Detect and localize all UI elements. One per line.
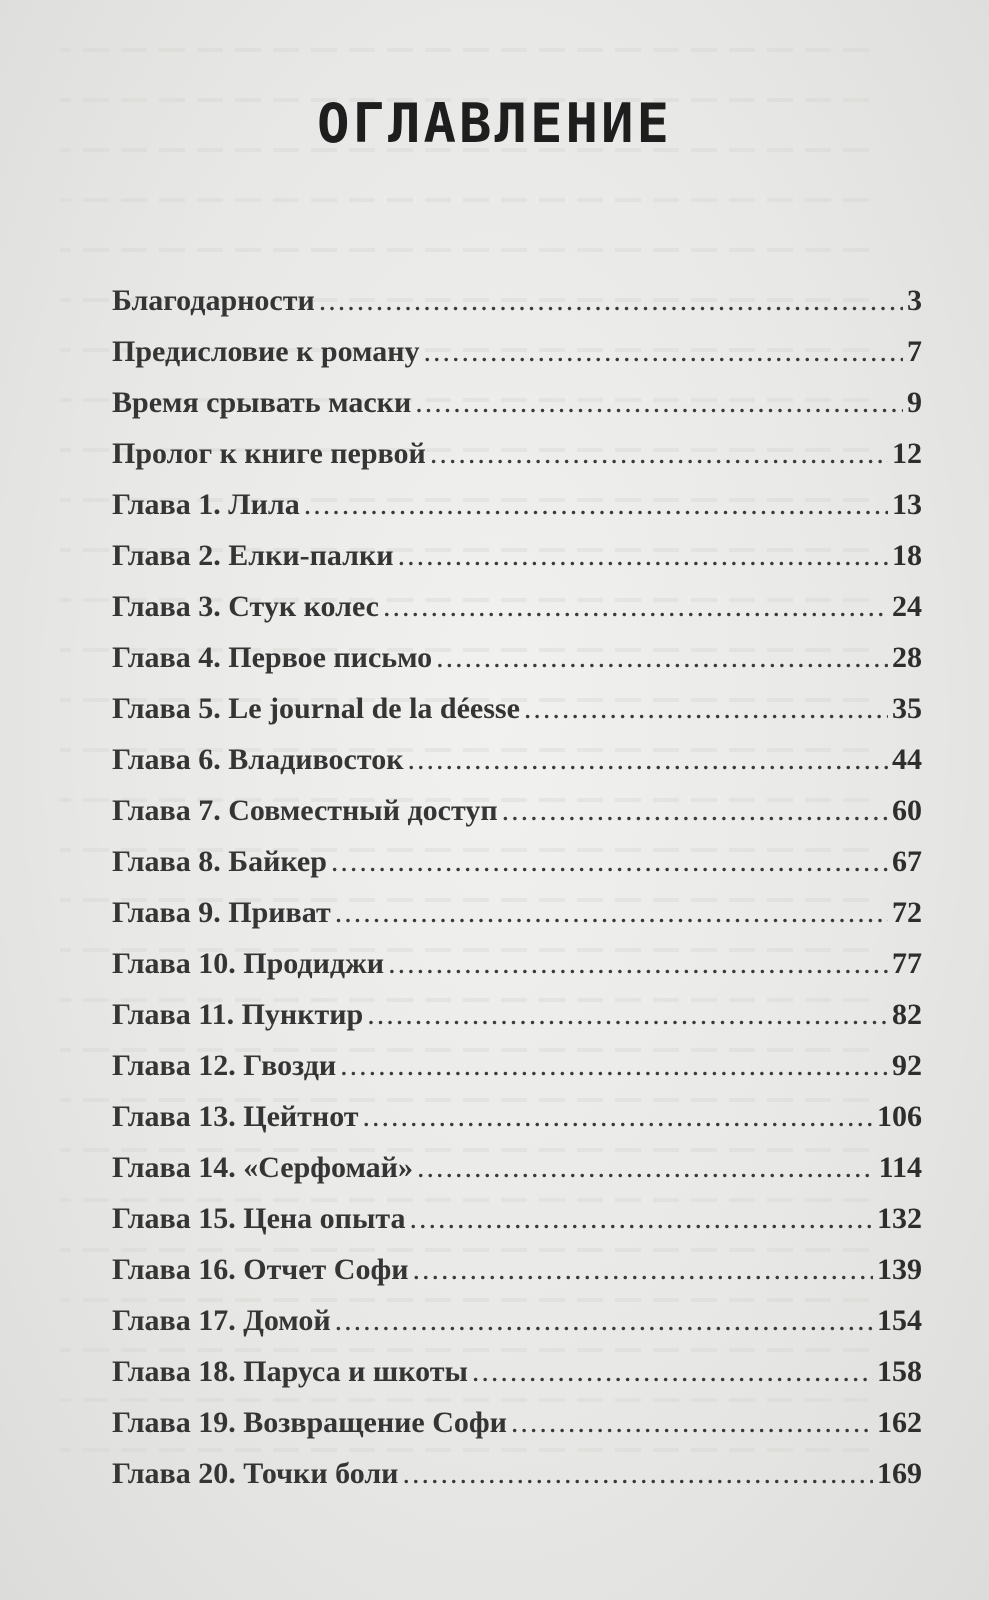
dot-leader (430, 437, 888, 471)
dot-leader (304, 488, 888, 522)
toc-entry-title: Глава 19. Возвращение Софи (112, 1406, 507, 1439)
bleed-line (60, 248, 869, 252)
toc-entry (112, 1202, 922, 1253)
toc-entry-title: Глава 8. Байкер (112, 845, 327, 878)
toc-entry-page-number: 13 (892, 488, 922, 521)
toc-entry-page-number: 12 (892, 437, 922, 470)
toc-entry-title: Предисловие к роману (112, 335, 420, 368)
toc-entry-page-number: 139 (877, 1253, 922, 1286)
toc-entry-title: Глава 10. Продиджи (112, 947, 385, 980)
dot-leader (436, 641, 888, 675)
toc-entry (112, 692, 922, 743)
dot-leader (340, 1049, 888, 1083)
toc-entry (112, 284, 922, 335)
toc-entry (112, 437, 922, 488)
toc-entry-page-number: 158 (877, 1355, 922, 1388)
toc-entry-page-number: 24 (892, 590, 922, 623)
toc-entry (112, 998, 922, 1049)
toc-entry (112, 794, 922, 845)
dot-leader (424, 335, 903, 369)
toc-entry (112, 641, 922, 692)
toc-entry-title: Глава 15. Цена опыта (112, 1202, 406, 1235)
toc-entry-title: Глава 7. Совместный доступ (112, 794, 498, 827)
toc-entry-title: Глава 2. Елки-палки (112, 539, 394, 572)
toc-entry-page-number: 60 (892, 794, 922, 827)
toc-entry-title: Глава 5. Le journal de la déesse (112, 692, 520, 725)
toc-entry (112, 1151, 922, 1202)
dot-leader (383, 590, 888, 624)
toc-entry-page-number: 114 (878, 1151, 922, 1184)
dot-leader (417, 1151, 875, 1185)
toc-entry (112, 896, 922, 947)
dot-leader (502, 794, 888, 828)
toc-entry (112, 488, 922, 539)
toc-entry (112, 743, 922, 794)
dot-leader (319, 284, 903, 318)
toc-entry-title: Пролог к книге первой (112, 437, 426, 470)
dot-leader (412, 1253, 873, 1287)
toc-entry-page-number: 3 (907, 284, 922, 317)
toc-entry (112, 335, 922, 386)
dot-leader (524, 692, 888, 726)
dot-leader (335, 896, 888, 930)
toc-entry-page-number: 18 (892, 539, 922, 572)
toc-entry-page-number: 106 (877, 1100, 922, 1133)
toc-entry-page-number: 132 (877, 1202, 922, 1235)
dot-leader (398, 539, 888, 573)
dot-leader (415, 386, 903, 420)
dot-leader (472, 1355, 873, 1389)
toc-entry (112, 1406, 922, 1457)
table-of-contents (112, 284, 922, 1508)
toc-entry (112, 1355, 922, 1406)
toc-entry-page-number: 67 (892, 845, 922, 878)
bleed-line (60, 198, 869, 202)
toc-entry-title: Глава 13. Цейтнот (112, 1100, 359, 1133)
toc-entry-page-number: 35 (892, 692, 922, 725)
toc-entry-title: Глава 18. Паруса и шкоты (112, 1355, 468, 1388)
toc-entry-title: Глава 1. Лила (112, 488, 300, 521)
toc-entry-title: Глава 16. Отчет Софи (112, 1253, 409, 1286)
toc-entry (112, 845, 922, 896)
toc-entry-page-number: 169 (877, 1457, 922, 1490)
dot-leader (367, 998, 888, 1032)
dot-leader (388, 947, 888, 981)
dot-leader (409, 1202, 873, 1236)
toc-entry-title: Глава 14. «Серфомай» (112, 1151, 413, 1184)
page-title: ОГЛАВЛЕНИЕ (316, 92, 673, 155)
toc-entry-title: Глава 11. Пунктир (112, 998, 364, 1031)
toc-entry (112, 1049, 922, 1100)
toc-entry (112, 539, 922, 590)
toc-entry-title: Время срывать маски (112, 386, 412, 419)
toc-entry-title: Глава 20. Точки боли (112, 1457, 399, 1490)
dot-leader (407, 743, 888, 777)
toc-entry-page-number: 44 (892, 743, 922, 776)
toc-entry (112, 1100, 922, 1151)
dot-leader (335, 1304, 873, 1338)
toc-entry (112, 1304, 922, 1355)
dot-leader (363, 1100, 873, 1134)
toc-entry-page-number: 77 (892, 947, 922, 980)
toc-entry-page-number: 82 (892, 998, 922, 1031)
toc-entry-title: Благодарности (112, 284, 315, 317)
toc-entry-page-number: 162 (877, 1406, 922, 1439)
toc-entry-title: Глава 3. Стук колес (112, 590, 379, 623)
toc-entry-title: Глава 12. Гвозди (112, 1049, 337, 1082)
toc-entry-page-number: 154 (877, 1304, 922, 1337)
toc-entry (112, 947, 922, 998)
dot-leader (511, 1406, 873, 1440)
toc-entry (112, 1457, 922, 1508)
toc-entry-page-number: 92 (892, 1049, 922, 1082)
toc-entry (112, 386, 922, 437)
toc-entry-title: Глава 17. Домой (112, 1304, 331, 1337)
dot-leader (331, 845, 888, 879)
toc-entry (112, 590, 922, 641)
toc-entry-title: Глава 4. Первое письмо (112, 641, 433, 674)
toc-entry (112, 1253, 922, 1304)
toc-entry-page-number: 72 (892, 896, 922, 929)
toc-entry-title: Глава 6. Владивосток (112, 743, 404, 776)
dot-leader (402, 1457, 873, 1491)
toc-entry-page-number: 9 (907, 386, 922, 419)
toc-entry-page-number: 7 (907, 335, 922, 368)
toc-entry-title: Глава 9. Приват (112, 896, 331, 929)
toc-entry-page-number: 28 (892, 641, 922, 674)
bleed-line (60, 48, 869, 52)
